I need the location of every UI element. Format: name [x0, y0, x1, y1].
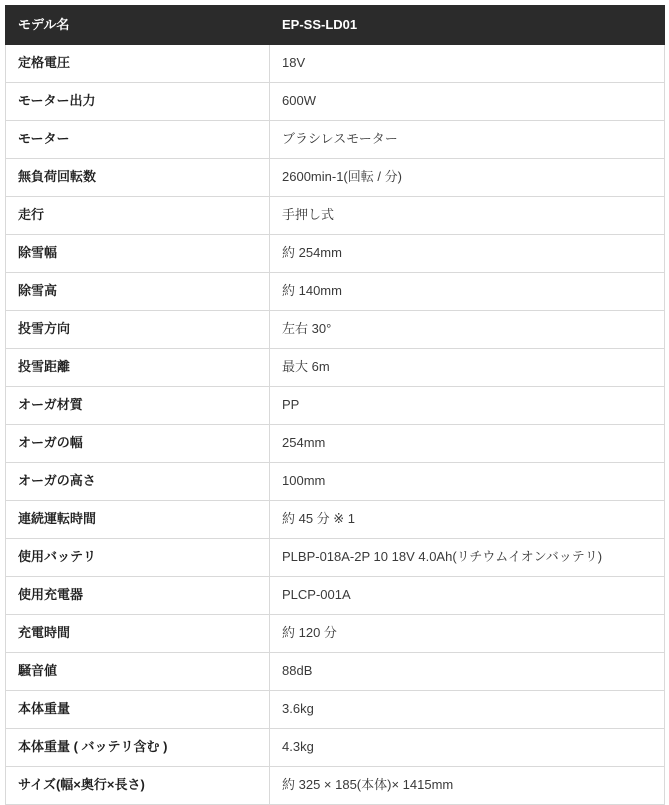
- table-row: [6, 349, 665, 387]
- row-value: 手押し式: [270, 197, 665, 235]
- row-value: 左右 30°: [270, 311, 665, 349]
- table-row: [6, 767, 665, 805]
- table-row: [6, 539, 665, 577]
- table-row: [6, 653, 665, 691]
- row-label: 連続運転時間: [6, 501, 270, 539]
- row-label: サイズ(幅×奥行×長さ): [6, 767, 270, 805]
- row-value: 4.3kg: [270, 729, 665, 767]
- row-value: 3.6kg: [270, 691, 665, 729]
- row-value: PLCP-001A: [270, 577, 665, 615]
- table-row: [6, 235, 665, 273]
- row-value: 約 254mm: [270, 235, 665, 273]
- row-value: 88dB: [270, 653, 665, 691]
- row-label: 本体重量 ( バッテリ含む ): [6, 729, 270, 767]
- row-label: オーガ材質: [6, 387, 270, 425]
- table-row: [6, 159, 665, 197]
- row-label: 充電時間: [6, 615, 270, 653]
- table-row: [6, 501, 665, 539]
- table-row: [6, 83, 665, 121]
- table-row: [6, 691, 665, 729]
- header-value-model-name: EP-SS-LD01: [270, 6, 665, 45]
- row-value: 約 45 分 ※ 1: [270, 501, 665, 539]
- row-value: 100mm: [270, 463, 665, 501]
- row-label: 定格電圧: [6, 45, 270, 83]
- row-value: 約 140mm: [270, 273, 665, 311]
- row-value: 約 325 × 185(本体)× 1415mm: [270, 767, 665, 805]
- table-row: [6, 273, 665, 311]
- row-value: 最大 6m: [270, 349, 665, 387]
- table-row: [6, 729, 665, 767]
- table-row: [6, 311, 665, 349]
- row-label: 除雪幅: [6, 235, 270, 273]
- row-label: モーター出力: [6, 83, 270, 121]
- row-label: 使用バッテリ: [6, 539, 270, 577]
- row-label: 投雪方向: [6, 311, 270, 349]
- row-label: オーガの高さ: [6, 463, 270, 501]
- row-value: ブラシレスモーター: [270, 121, 665, 159]
- table-row: [6, 463, 665, 501]
- table-row: [6, 121, 665, 159]
- table-row: [6, 197, 665, 235]
- header-label-model-name: モデル名: [6, 6, 270, 45]
- row-value: 254mm: [270, 425, 665, 463]
- row-label: 無負荷回転数: [6, 159, 270, 197]
- row-value: 2600min-1(回転 / 分): [270, 159, 665, 197]
- row-label: 使用充電器: [6, 577, 270, 615]
- row-value: 600W: [270, 83, 665, 121]
- row-label: 騒音値: [6, 653, 270, 691]
- specification-table: [5, 5, 665, 805]
- row-label: 走行: [6, 197, 270, 235]
- table-row: [6, 615, 665, 653]
- row-value: PP: [270, 387, 665, 425]
- row-value: 約 120 分: [270, 615, 665, 653]
- table-row: [6, 387, 665, 425]
- table-row: [6, 577, 665, 615]
- row-value: 18V: [270, 45, 665, 83]
- row-label: モーター: [6, 121, 270, 159]
- row-label: 本体重量: [6, 691, 270, 729]
- row-label: オーガの幅: [6, 425, 270, 463]
- row-value: PLBP-018A-2P 10 18V 4.0Ah(リチウムイオンバッテリ): [270, 539, 665, 577]
- table-body: [6, 45, 665, 805]
- table-row: [6, 425, 665, 463]
- row-label: 除雪高: [6, 273, 270, 311]
- table-row: [6, 45, 665, 83]
- table-header-row: [6, 6, 665, 45]
- row-label: 投雪距離: [6, 349, 270, 387]
